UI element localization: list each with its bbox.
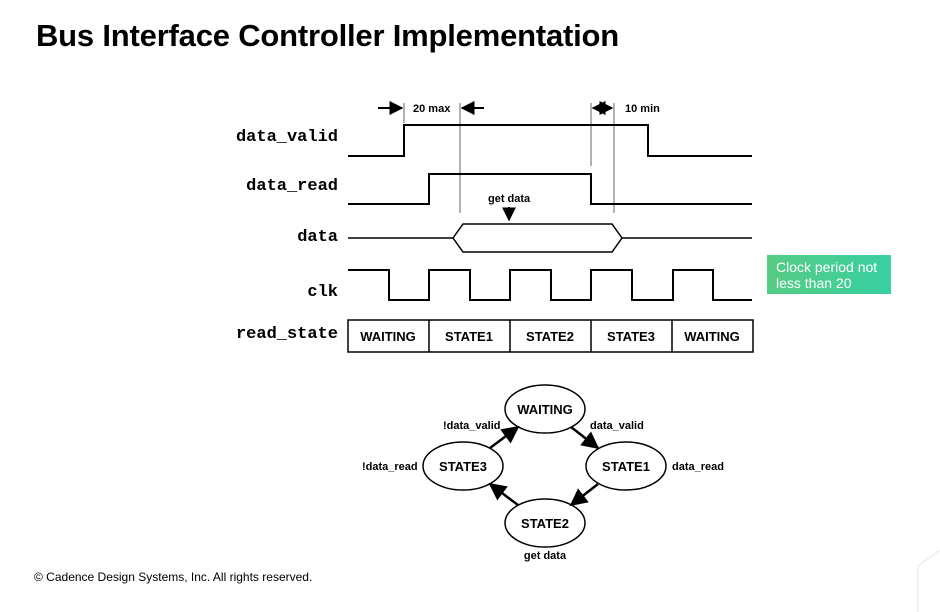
read-state-cell: WAITING <box>360 329 416 344</box>
fsm-diagram <box>362 385 724 562</box>
waveform-clk <box>348 270 752 300</box>
corner-decoration-icon <box>912 548 940 612</box>
fsm-state-label: STATE2 <box>521 516 569 531</box>
read-state-cell: STATE3 <box>607 329 655 344</box>
read-state-row <box>348 320 753 352</box>
fsm-label-get-data: get data <box>523 550 567 562</box>
copyright-footer: © Cadence Design Systems, Inc. All rights reserved. <box>34 570 313 584</box>
fsm-state-label: WAITING <box>517 402 573 417</box>
fsm-transition-state2-state3 <box>490 484 518 505</box>
waveform-data-valid <box>348 125 752 156</box>
waveform-data <box>348 224 752 252</box>
waveform-data-read <box>348 174 752 204</box>
callout-clock-period: Clock period not less than 20 <box>767 255 891 294</box>
signal-label-data-valid: data_valid <box>235 128 338 147</box>
fsm-label-data-read: data_read <box>672 461 724 473</box>
fsm-transition-state1-state2 <box>571 484 598 505</box>
read-state-cell: STATE2 <box>526 329 574 344</box>
fsm-label-data-valid: data_valid <box>590 420 644 432</box>
fsm-state-label: STATE1 <box>602 459 650 474</box>
annotation-get-data: get data <box>488 193 531 205</box>
signal-label-read-state: read_state <box>235 325 338 344</box>
fsm-label-not-data-read: !data_read <box>362 461 418 473</box>
page-title: Bus Interface Controller Implementation <box>36 18 620 53</box>
read-state-cell: WAITING <box>684 329 740 344</box>
fsm-label-not-data-valid: !data_valid <box>443 420 501 432</box>
annotation-20-max: 20 max <box>413 103 451 115</box>
read-state-cell: STATE1 <box>445 329 493 344</box>
signal-label-data: data <box>297 228 338 247</box>
signal-label-data-read: data_read <box>246 177 338 196</box>
signal-label-clk: clk <box>307 283 338 302</box>
annotation-10-min: 10 min <box>625 103 660 115</box>
fsm-state-label: STATE3 <box>439 459 487 474</box>
